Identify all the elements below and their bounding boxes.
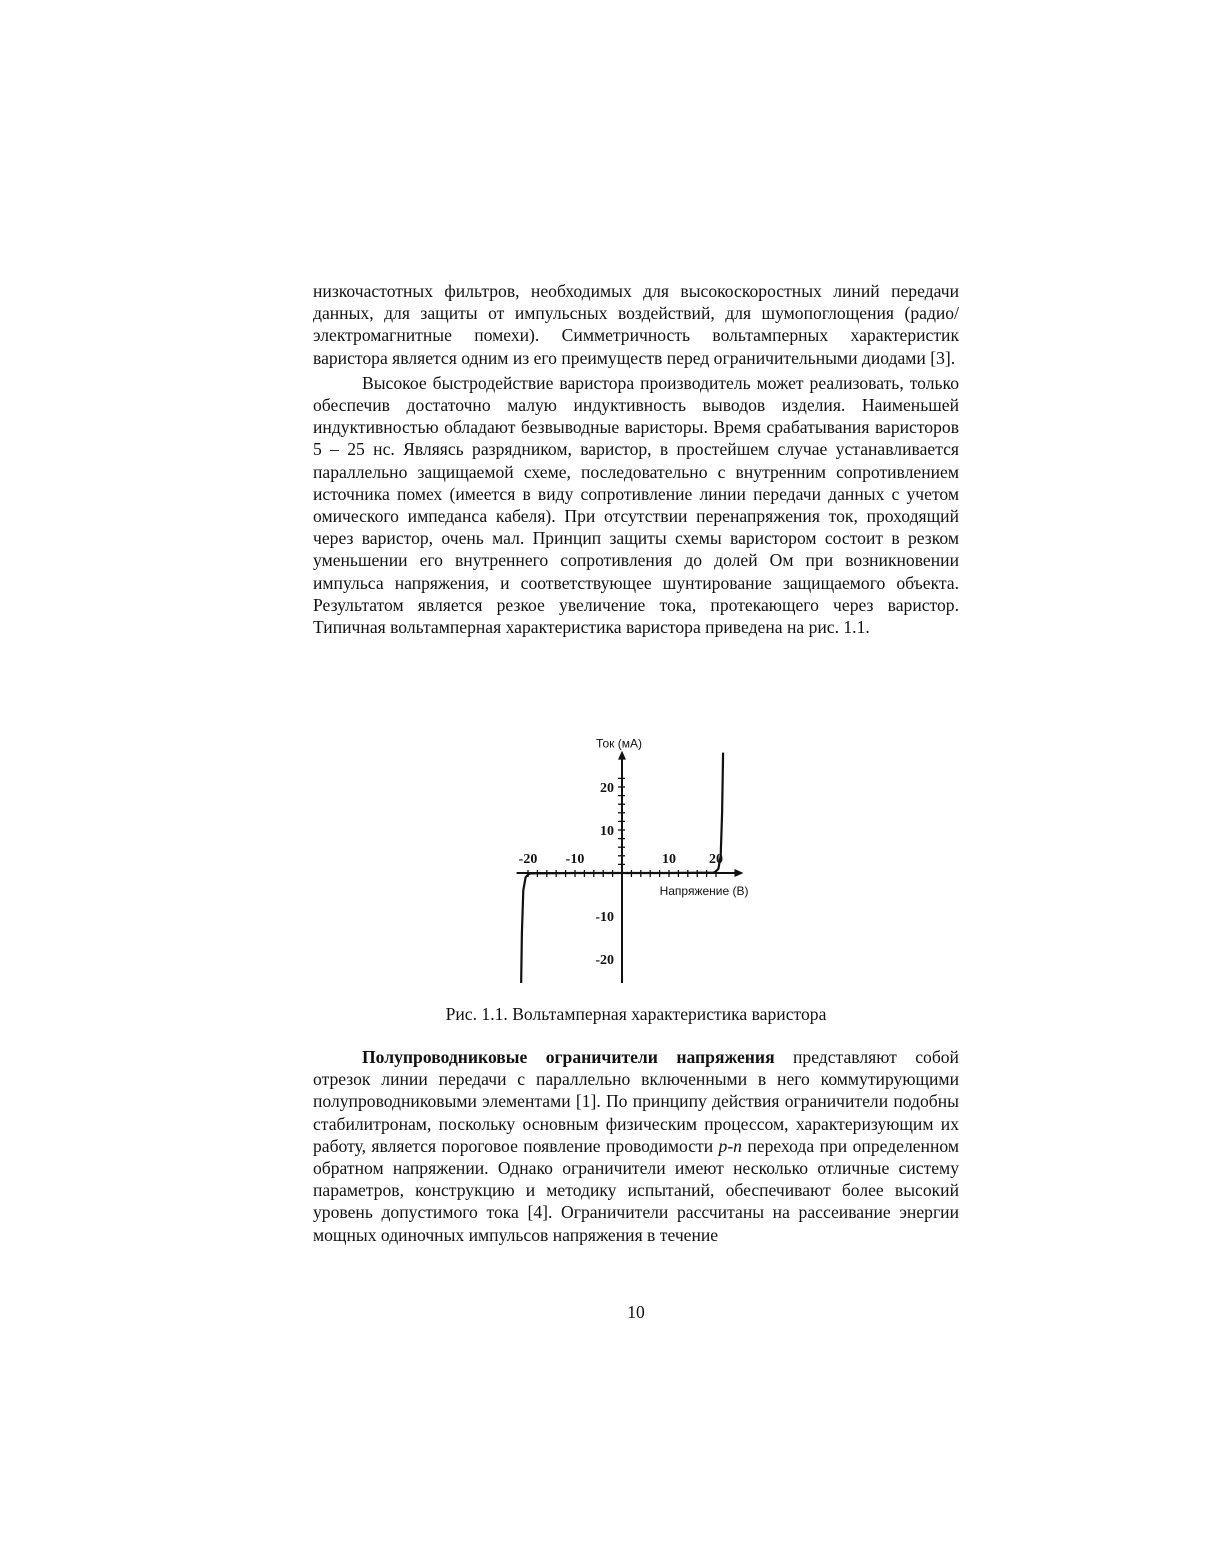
paragraph-varistor-speed: Высокое быстродействие варистора производитель может реализовать, только обеспечив достаточно малую индуктивность выводов изделия. Наименьшей индуктивностью обладают безвыводные варисторы. Время срабатывания варисторов 5 – 25 нс. Являясь разрядником, варистор, в простейшем случае устанавливается параллельно защищаемой схеме, последовательно с внутренним сопротивлением источника помех (имеется в виду сопротивление линии передачи данных с учетом омического импеданса кабеля). При отсутствии перенапряжения ток, проходящий через варистор, очень мал. Принцип защиты схемы варистором состоит в резком уменьшении его внутреннего сопротивления до долей Ом при возникновении импульса напряжения, и соответствующее шунтирование защищаемого объекта. Результатом является резкое увеличение тока, протекающего через варистор. Типичная вольтамперная характеристика варистора приведена на рис. 1.1. (313, 372, 959, 638)
body-text-bottom (313, 1046, 959, 1246)
x-axis-label: Напряжение (В) (659, 884, 749, 898)
y-tick-label: -10 (595, 910, 614, 925)
varistor-iv-chart (500, 738, 780, 983)
x-axis-arrow (735, 869, 744, 877)
x-tick-label: -20 (518, 852, 538, 867)
y-tick-label: 10 (600, 824, 614, 839)
paragraph-semiconductor-limiters (313, 1046, 959, 1246)
page-number: 10 (627, 1302, 645, 1322)
y-axis-label: Ток (мА) (596, 738, 642, 751)
paragraph-text-part: представляют собой отрезок линии передачи с параллельно включенными в него коммутирующими полупроводниковыми элементами [1]. По принципу действия ограничители подобны стабилитронам, поскольку основным физическим процессом, характеризующим их работу, является пороговое появление проводимости (313, 1047, 959, 1156)
y-tick-label: -20 (595, 953, 614, 968)
y-tick-label: 20 (600, 781, 614, 796)
chart-plot-area (517, 738, 749, 983)
x-tick-label: 20 (709, 852, 723, 867)
paragraph-text-part: перехода при определенном обратном напряжении. Однако ограничители имеют несколько отличные систему параметров, конструкцию и методику испытаний, обеспечивают более высокий уровень допустимого тока [4]. Ограничители рассчитаны на рассеивание энергии мощных одиночных импульсов напряжения в течение (313, 1135, 959, 1245)
body-text-top (313, 280, 959, 638)
bold-term: Полупроводниковые ограничители напряжения (362, 1047, 775, 1067)
x-tick-label: -10 (565, 852, 585, 867)
pn-junction-term: p-n (718, 1135, 742, 1156)
paragraph-continuation: низкочастотных фильтров, необходимых для высокоскоростных линий передачи данных, для защиты от импульсных воздействий, для шумопоглощения (радио/электромагнитные помехи). Симметричность вольтамперных характеристик варистора является одним из его преимуществ перед ограничительными диодами [3]. (313, 281, 959, 368)
y-axis-arrow (618, 751, 626, 760)
figure-caption: Рис. 1.1. Вольтамперная характеристика варистора (445, 1004, 827, 1024)
x-tick-label: 10 (662, 852, 676, 867)
